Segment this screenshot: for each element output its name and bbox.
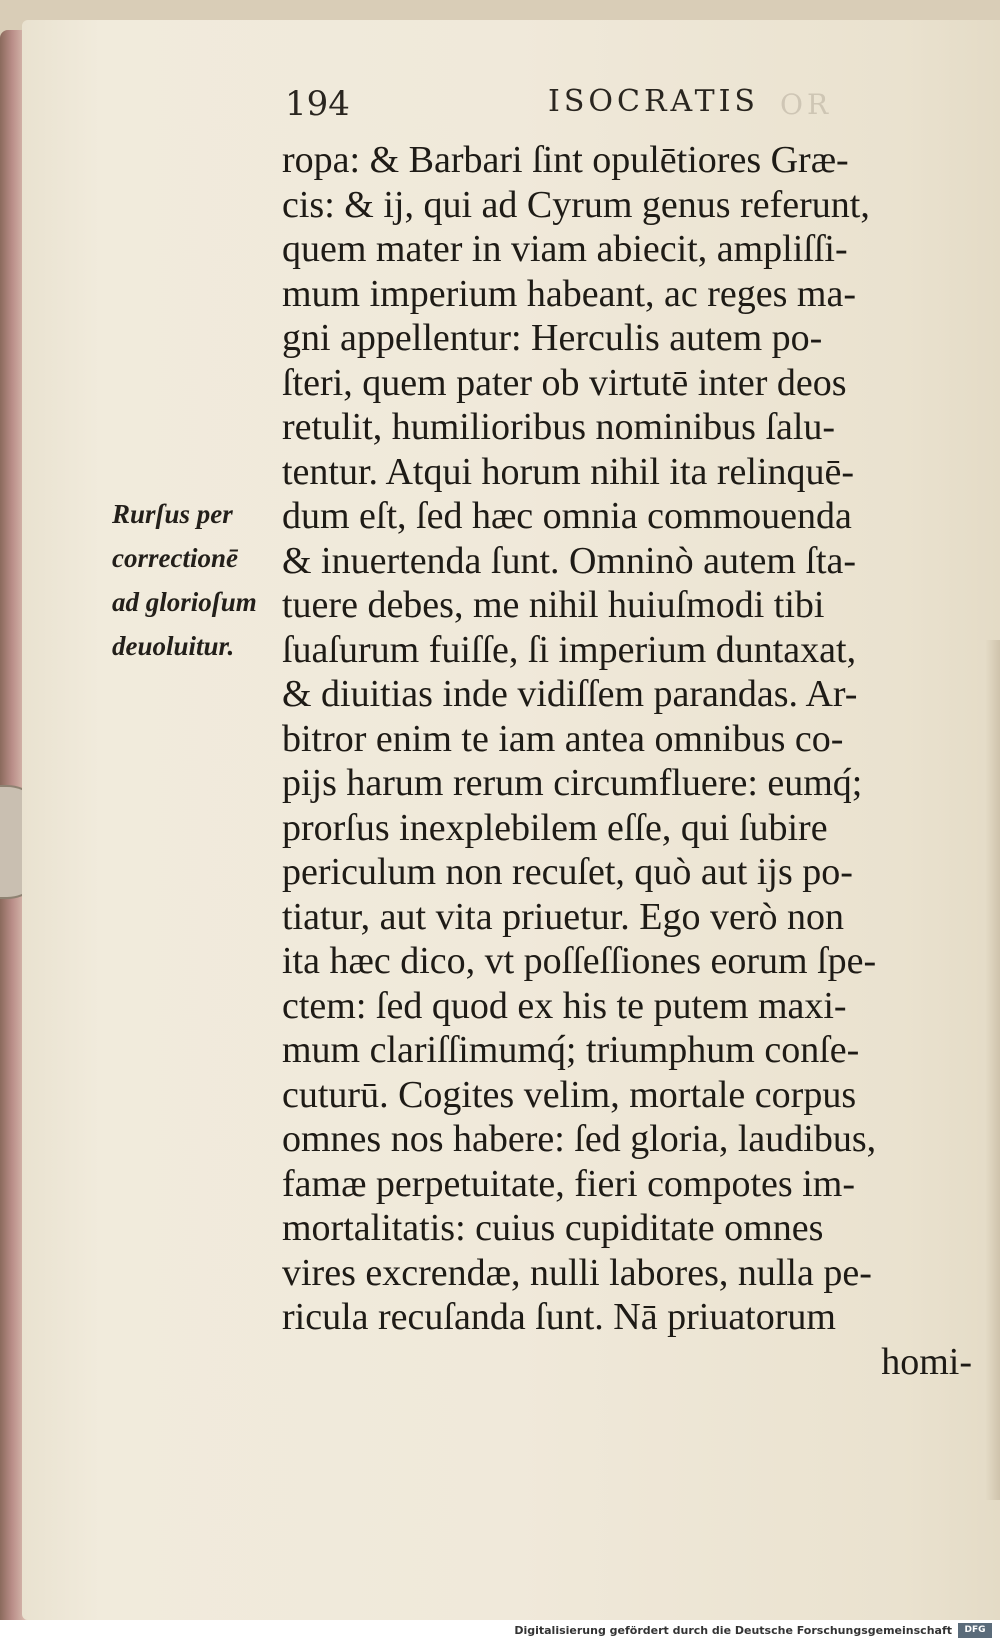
text-line: bitror enim te iam antea omnibus co- [282, 717, 844, 760]
text-line: prorſus inexplebilem eſſe, qui ſubire [282, 806, 828, 849]
marginal-note-line: correctionē [112, 543, 238, 573]
body-text [282, 138, 972, 1384]
facing-page-edge [986, 640, 1000, 1500]
text-line: dum eſt, ſed hæc omnia commouenda [282, 495, 852, 537]
funding-credit: Digitalisierung gefördert durch die Deutsche Forschungsgemeinschaft [514, 1624, 952, 1637]
marginal-note-line: ad glorioſum [112, 587, 257, 617]
text-line: gni appellentur: Herculis autem po- [282, 317, 823, 359]
marginal-note [112, 492, 282, 668]
text-line: ſuaſurum fuiſſe, ſi imperium duntaxat, [282, 628, 857, 671]
digitization-footer [0, 1620, 1000, 1643]
bleed-through-heading: OR [780, 88, 833, 121]
running-head-title: ISOCRATIS [548, 84, 759, 119]
text-line: mum clariſſimumq́; triumphum conſe- [282, 1029, 860, 1071]
running-head [0, 84, 1000, 134]
text-line: & diuitias inde vidiſſem parandas. Ar- [282, 673, 858, 715]
text-line: cis: & ij, qui ad Cyrum genus referunt, [282, 183, 870, 226]
text-line: tentur. Atqui horum nihil ita relinquē- [282, 450, 855, 493]
text-line: & inuertenda ſunt. Omninò autem ſta- [282, 539, 857, 582]
marginal-note-line: deuoluitur. [112, 631, 235, 661]
text-line: famæ perpetuitate, fieri compotes im- [282, 1162, 855, 1205]
text-line: cuturū. Cogites velim, mortale corpus [282, 1073, 857, 1116]
marginal-note-line: Rurſus per [112, 499, 233, 529]
text-line: omnes nos habere: ſed gloria, laudibus, [282, 1118, 877, 1160]
text-line: retulit, humilioribus nominibus ſalu- [282, 406, 836, 448]
text-line: tuere debes, me nihil huiuſmodi tibi [282, 584, 825, 626]
text-line: pijs harum rerum circumfluere: eumq́; [282, 762, 863, 804]
text-line: mum imperium habeant, ac reges ma- [282, 272, 857, 315]
text-line: ſteri, quem pater ob virtutē inter deos [282, 361, 847, 404]
text-line: mortalitatis: cuius cupiditate omnes [282, 1207, 824, 1249]
dfg-logo-icon: DFG [958, 1623, 992, 1638]
text-line: ctem: ſed quod ex his te putem maxi- [282, 984, 847, 1027]
text-line: quem mater in viam abiecit, ampliſſi- [282, 228, 848, 270]
text-line: vires excrendæ, nulli labores, nulla pe- [282, 1251, 872, 1294]
text-line: ita hæc dico, vt poſſeſſiones eorum ſpe- [282, 940, 877, 982]
page-number: 194 [285, 84, 350, 124]
text-line: periculum non recuſet, quò aut ijs po- [282, 851, 853, 893]
text-line: tiatur, aut vita priuetur. Ego verò non [282, 895, 845, 938]
text-line: ricula recuſanda ſunt. Nā priuatorum [282, 1296, 836, 1338]
text-line: ropa: & Barbari ſint opulētiores Græ- [282, 139, 849, 181]
catchword: homi- [881, 1340, 972, 1383]
